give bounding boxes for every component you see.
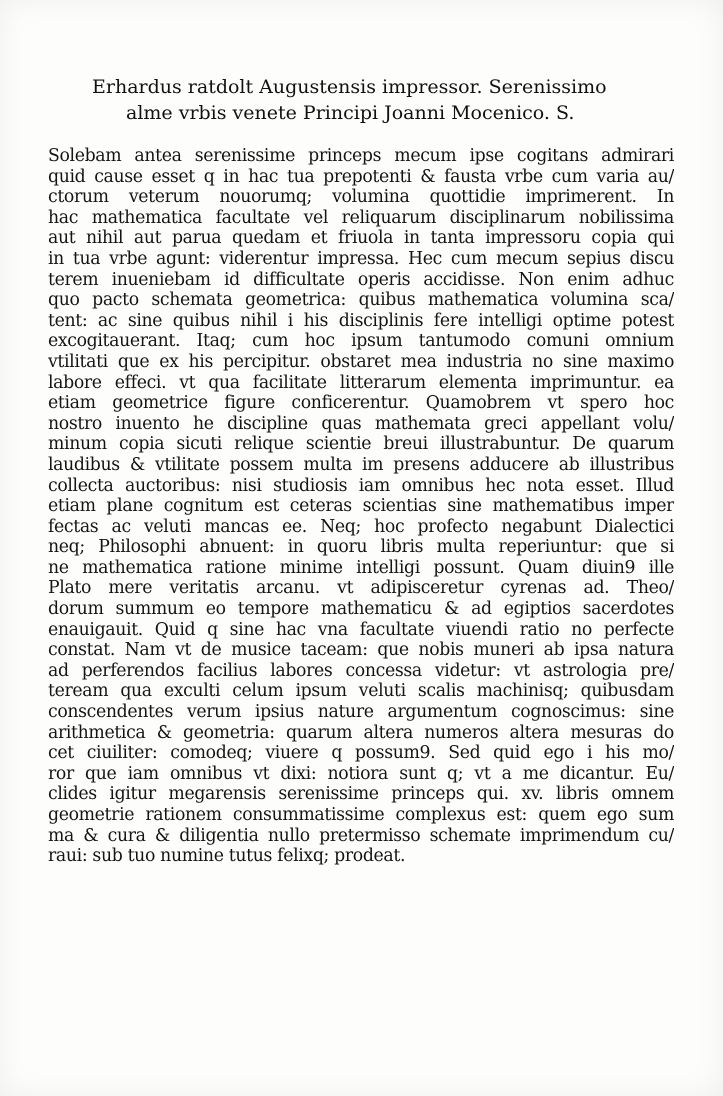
body-line: clides igitur megarensis serenissime princeps qui. xv. libris omnem bbox=[48, 784, 674, 805]
heading-line: alme vrbis venete Principi Joanni Mocenico. S. bbox=[126, 102, 575, 124]
body-line: collecta auctoribus: nisi studiosis iam omnibus hec nota esset. Illud bbox=[48, 475, 674, 496]
body-line: Solebam antea serenissime princeps mecum ipse cogitans admirari bbox=[48, 146, 674, 166]
body-line: ne mathematica ratione minime intelligi possunt. Quam diuin9 ille bbox=[48, 557, 674, 578]
dedication-body bbox=[48, 146, 678, 867]
dedication-heading bbox=[92, 74, 662, 126]
body-line: cet ciuiliter: comodeq; viuere q possum9. Sed quid ego i his mo/ bbox=[48, 743, 674, 764]
body-line: geometrie rationem consummatissime complexus est: quem ego sum bbox=[48, 805, 674, 825]
body-line: ma & cura & diligentia nullo pretermisso schemate imprimendum cu/ bbox=[48, 825, 674, 846]
body-line: hac mathematica facultate vel reliquarum disciplinarum nobilissima bbox=[48, 207, 674, 228]
body-line: raui: sub tuo numine tutus felixq; prodeat. bbox=[48, 846, 406, 867]
body-line: in tua vrbe agunt: viderentur impressa. Hec cum mecum sepius discu bbox=[48, 248, 674, 269]
body-line: constat. Nam vt de musice taceam: que nobis muneri ab ipsa natura bbox=[48, 640, 674, 661]
body-line: laudibus & vtilitate possem multa im presens adducere ab illustribus bbox=[48, 454, 674, 475]
body-line: neq; Philosophi abnuent: in quoru libris multa reperiuntur: que si bbox=[48, 537, 674, 558]
body-line: Plato mere veritatis arcanu. vt adipisceretur cyrenas ad. Theo/ bbox=[48, 578, 674, 599]
body-line: conscendentes verum ipsius nature argumentum cognoscimus: sine bbox=[48, 702, 674, 723]
body-line: minum copia sicuti relique scientie breui illustrabuntur. De quarum bbox=[48, 434, 674, 455]
body-line: enauigauit. Quid q sine hac vna facultate viuendi ratio no perfecte bbox=[48, 619, 674, 640]
heading-line: Erhardus ratdolt Augustensis impressor. Serenissimo bbox=[92, 76, 607, 98]
body-line: etiam geometrice figure conficerentur. Quamobrem vt spero hoc bbox=[48, 393, 674, 414]
body-line: quo pacto schemata geometrica: quibus mathematica volumina sca/ bbox=[48, 290, 674, 311]
body-line: ror que iam omnibus vt dixi: notiora sunt q; vt a me dicantur. Eu/ bbox=[48, 763, 674, 784]
body-line: dorum summum eo tempore mathematicu & ad egiptios sacerdotes bbox=[48, 599, 674, 620]
body-line: etiam plane cognitum est ceteras scientias sine mathematibus imper bbox=[48, 496, 674, 517]
body-line: quid cause esset q in hac tua prepotenti & fausta vrbe cum varia au/ bbox=[48, 166, 674, 187]
body-line: teream qua exculti celum ipsum veluti scalis machinisq; quibusdam bbox=[48, 681, 674, 702]
body-line: ctorum veterum nouorumq; volumina quottidie imprimerent. In bbox=[48, 187, 674, 208]
body-line: tent: ac sine quibus nihil i his disciplinis fere intelligi optime potest bbox=[48, 310, 674, 331]
body-line: ad perferendos facilius labores concessa videtur: vt astrologia pre/ bbox=[48, 660, 674, 681]
body-line: nostro inuento he discipline quas mathemata greci appellant volu/ bbox=[48, 413, 674, 434]
body-line: arithmetica & geometria: quarum altera numeros altera mesuras do bbox=[48, 722, 674, 743]
body-line: vtilitati que ex his percipitur. obstaret mea industria no sine maximo bbox=[48, 351, 674, 372]
body-line: excogitauerant. Itaq; cum hoc ipsum tantumodo comuni omnium bbox=[48, 331, 674, 352]
body-line: aut nihil aut parua quedam et friuola in tanta impressoru copia qui bbox=[48, 228, 674, 249]
body-line: fectas ac veluti mancas ee. Neq; hoc profecto negabunt Dialectici bbox=[48, 516, 674, 537]
body-line: labore effeci. vt qua facilitate litterarum elementa imprimuntur. ea bbox=[48, 372, 674, 393]
body-line: terem inueniebam id difficultate operis accidisse. Non enim adhuc bbox=[48, 269, 674, 290]
